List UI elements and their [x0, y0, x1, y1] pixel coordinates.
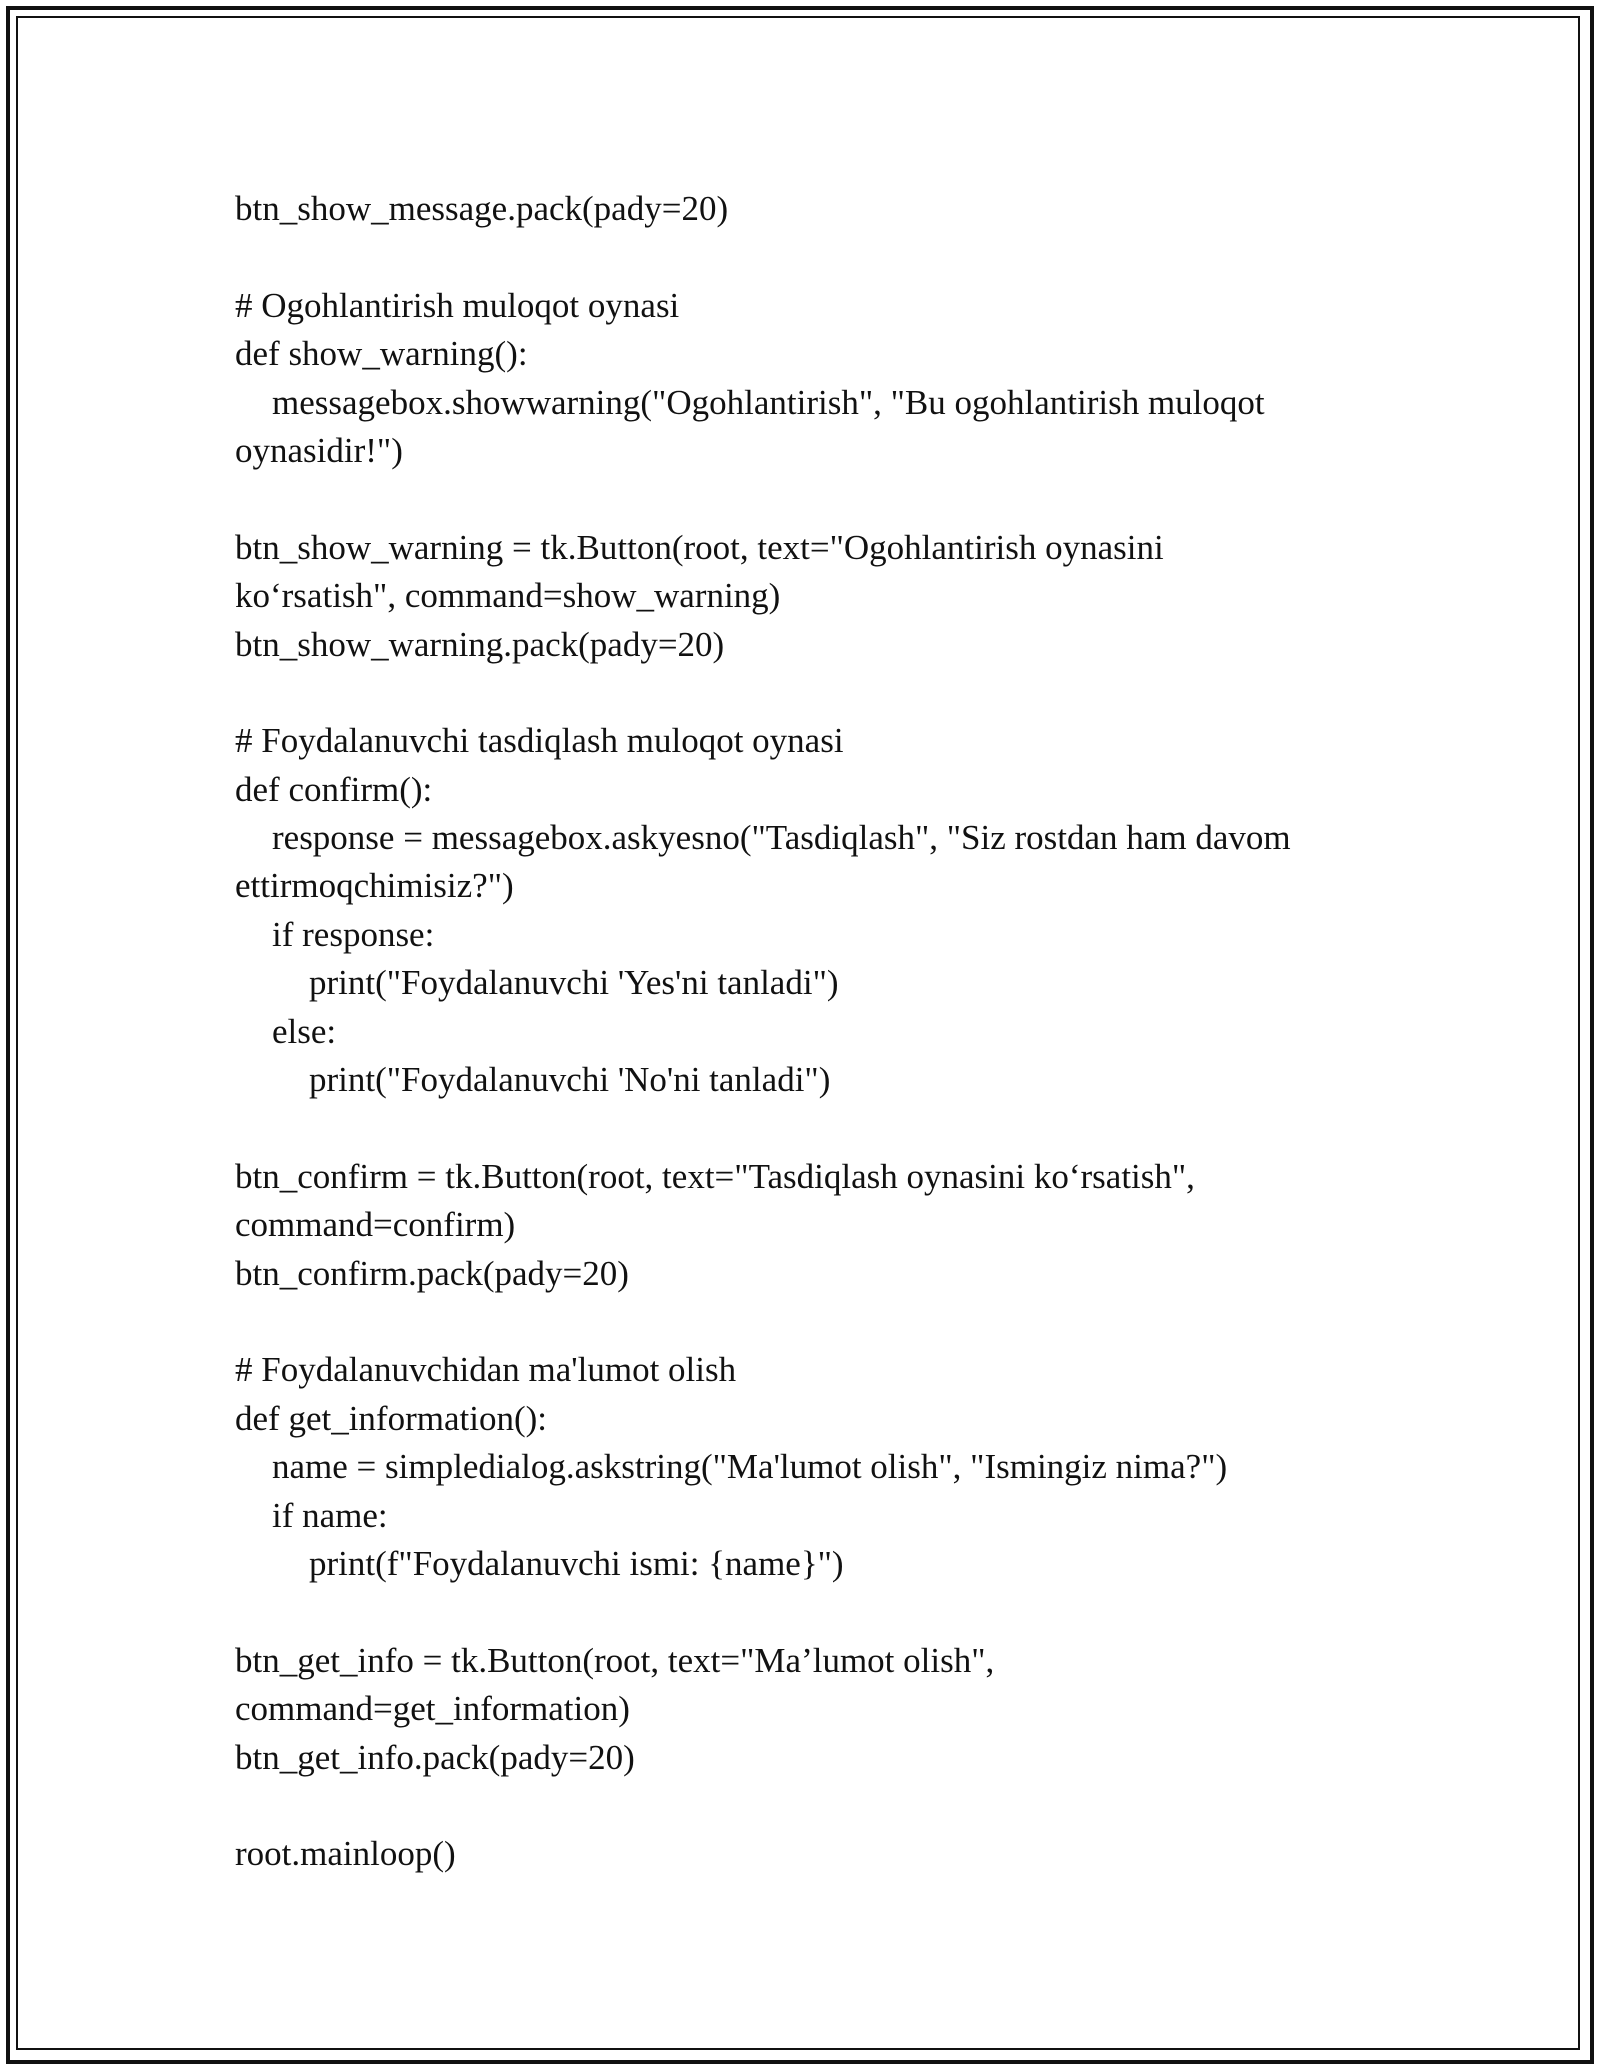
code-line: name = simpledialog.askstring("Ma'lumot olish", "Ismingiz nima?") — [272, 1447, 1228, 1487]
code-line: ettirmoqchimisiz?") — [235, 866, 514, 906]
code-comment: # Foydalanuvchi tasdiqlash muloqot oynasi — [235, 721, 844, 761]
code-line: root.mainloop() — [235, 1834, 456, 1874]
code-line: command=confirm) — [235, 1205, 516, 1245]
code-line: def show_warning(): — [235, 334, 528, 374]
code-line: btn_confirm = tk.Button(root, text="Tasdiqlash oynasini ko‘rsatish", — [235, 1156, 1195, 1196]
code-line: oynasidir!") — [235, 430, 403, 470]
code-line: btn_get_info.pack(pady=20) — [235, 1737, 635, 1777]
code-line: else: — [272, 1011, 337, 1051]
blank-line — [235, 1782, 1385, 1830]
code-line: print("Foydalanuvchi 'Yes'ni tanladi") — [309, 963, 839, 1003]
blank-line — [235, 475, 1385, 523]
code-line: if name: — [272, 1495, 388, 1535]
code-line: btn_show_message.pack(pady=20) — [235, 189, 729, 228]
code-line: print("Foydalanuvchi 'No'ni tanladi") — [309, 1060, 831, 1100]
code-line: btn_get_info = tk.Button(root, text="Ma’lumot olish", — [235, 1640, 995, 1680]
blank-line — [235, 669, 1385, 717]
blank-line — [235, 1104, 1385, 1152]
blank-line — [235, 1298, 1385, 1346]
code-line: btn_show_warning = tk.Button(root, text="Ogohlantirish oynasini — [235, 527, 1164, 567]
code-listing — [235, 185, 1385, 1879]
code-line: def get_information(): — [235, 1398, 547, 1438]
code-line: ko‘rsatish", command=show_warning) — [235, 576, 781, 616]
blank-line — [235, 233, 1385, 281]
code-comment: # Ogohlantirish muloqot oynasi — [235, 285, 680, 325]
code-line: btn_confirm.pack(pady=20) — [235, 1253, 629, 1293]
code-line: command=get_information) — [235, 1689, 630, 1729]
code-line: if response: — [272, 914, 435, 954]
code-line: response = messagebox.askyesno("Tasdiqlash", "Siz rostdan ham davom — [272, 818, 1291, 858]
blank-line — [235, 1588, 1385, 1636]
code-line: messagebox.showwarning("Ogohlantirish", "Bu ogohlantirish muloqot — [272, 382, 1265, 422]
code-comment: # Foydalanuvchidan ma'lumot olish — [235, 1350, 737, 1390]
code-line: print(f"Foydalanuvchi ismi: {name}") — [309, 1543, 844, 1583]
code-line: def confirm(): — [235, 769, 433, 809]
code-line: btn_show_warning.pack(pady=20) — [235, 624, 725, 664]
